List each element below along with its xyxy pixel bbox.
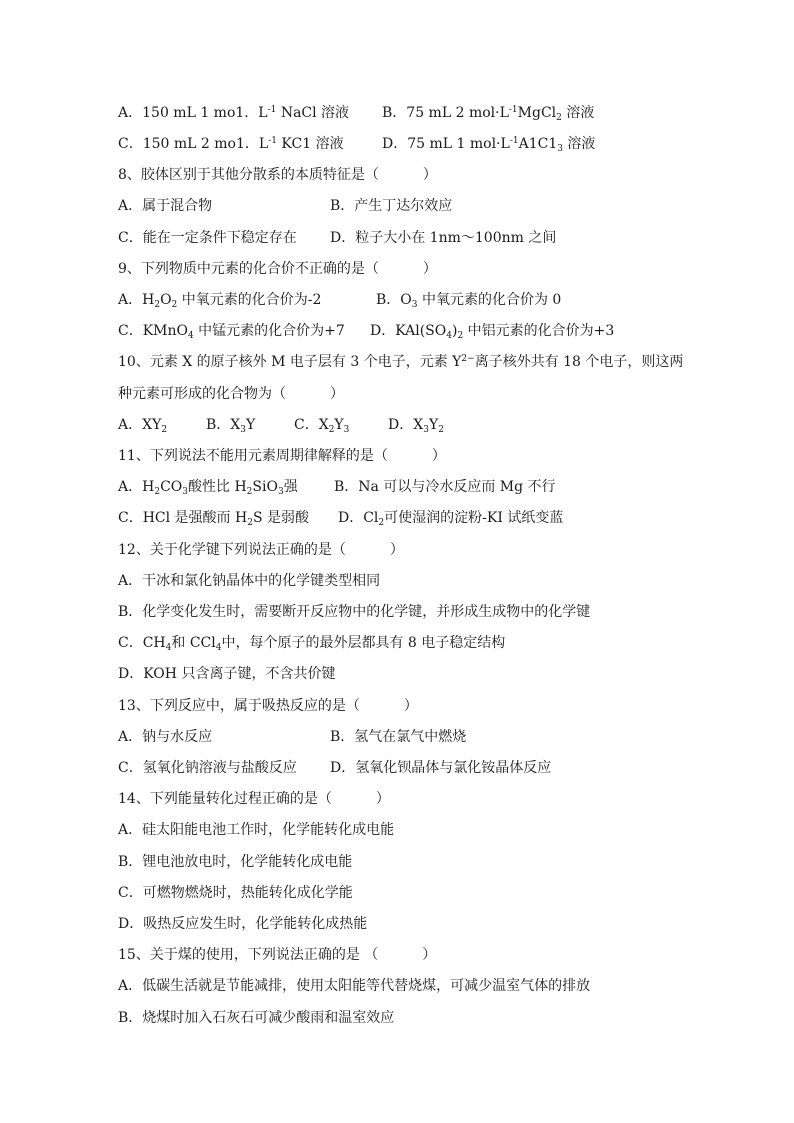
q15-stem: 15、关于煤的使用，下列说法正确的是 （ ） xyxy=(118,947,437,963)
q11-option-a: A．$H_2CO_3$酸性比 $H_2SiO_3$强 xyxy=(118,479,298,497)
q13-option-b: B．氢气在氯气中燃烧 xyxy=(330,729,467,745)
q9-stem: 9、下列物质中元素的化合价不正确的是（ ） xyxy=(118,261,437,277)
q14-option-d: D．吸热反应发生时，化学能转化成热能 xyxy=(118,916,368,932)
q10-option-c: C．$X_2Y_3$ xyxy=(294,417,350,435)
q11-option-d: D．$Cl_2$可使湿润的淀粉-KI 试纸变蓝 xyxy=(338,510,564,528)
q10-option-b: B．$X_3Y$ xyxy=(206,417,256,435)
q8-option-d: D．粒子大小在 1nm～100nm 之间 xyxy=(330,230,557,246)
q10-stem-line-2: 种元素可形成的化合物为（ ） xyxy=(118,386,344,402)
q12-option-a: A．干冰和氯化钠晶体中的化学键类型相同 xyxy=(118,573,381,589)
q12-option-d: D．KOH 只含离子键，不含共价键 xyxy=(118,666,336,682)
q14-option-a: A．硅太阳能电池工作时，化学能转化成电能 xyxy=(118,822,395,838)
q8-stem: 8、胶体区别于其他分散系的本质特征是（ ） xyxy=(118,167,437,183)
q14-stem: 14、下列能量转化过程正确的是（ ） xyxy=(118,791,390,807)
q7-option-b: B．75 mL 2 $mol\cdot L^{-1}MgCl_2$ 溶液 xyxy=(382,105,595,123)
q12-option-b: B．化学变化发生时，需要断开反应物中的化学键，并形成生成物中的化学键 xyxy=(118,604,591,620)
q12-stem: 12、关于化学键下列说法正确的是（ ） xyxy=(118,542,404,558)
q9-option-a: A．$H_2O_2$ 中氧元素的化合价为-2 xyxy=(118,292,322,310)
q9-option-b: B．$O_3$ 中氧元素的化合价为 0 xyxy=(376,292,562,310)
q10-option-d: D．$X_3Y_2$ xyxy=(388,417,444,435)
q13-option-a: A．钠与水反应 xyxy=(118,729,213,745)
q7-option-c: C．150 mL 2 mo1．$L^{-1}$ KC1 溶液 xyxy=(118,136,344,152)
q11-option-c: C．HCl 是强酸而 $H_2S$ 是弱酸 xyxy=(118,510,310,528)
q10-stem: 10、元素 X 的原子核外 M 电子层有 3 个电子，元素 $Y^{2-}$离子核外共有 18 个电子，则这两 xyxy=(118,354,684,370)
q9-option-c: C．KMnO$_4$ 中锰元素的化合价为+7 xyxy=(118,323,345,341)
q13-option-c: C．氢氧化钠溶液与盐酸反应 xyxy=(118,760,297,776)
q14-option-b: B．锂电池放电时，化学能转化成电能 xyxy=(118,854,353,870)
q15-option-a: A．低碳生活就是节能减排，使用太阳能等代替烧煤，可减少温室气体的排放 xyxy=(118,978,591,994)
q9-option-d: D．$KAl(SO_4)_2$ 中铝元素的化合价为+3 xyxy=(370,323,615,341)
q7-option-d: D．75 mL 1 $mol\cdot L^{-1}A1C1_3$ 溶液 xyxy=(382,136,596,154)
q12-option-c: C．$CH_4$和 CCl$_4$中，每个原子的最外层都具有 8 电子稳定结构 xyxy=(118,635,506,653)
q8-option-c: C．能在一定条件下稳定存在 xyxy=(118,230,297,246)
q15-option-b: B．烧煤时加入石灰石可减少酸雨和温室效应 xyxy=(118,1010,395,1026)
q10-option-a: A．$XY_2$ xyxy=(118,417,168,435)
q8-option-a: A．属于混合物 xyxy=(118,198,213,214)
q7-option-a: A．150 mL 1 mo1．$L^{-1}$ NaCl 溶液 xyxy=(118,105,350,121)
q13-option-d: D．氢氧化钡晶体与氯化铵晶体反应 xyxy=(330,760,552,776)
q13-stem: 13、下列反应中，属于吸热反应的是（ ） xyxy=(118,698,418,714)
q8-option-b: B．产生丁达尔效应 xyxy=(330,198,453,214)
q11-option-b: B．Na 可以与冷水反应而 Mg 不行 xyxy=(334,479,556,495)
q14-option-c: C．可燃物燃烧时，热能转化成化学能 xyxy=(118,885,353,901)
q11-stem: 11、下列说法不能用元素周期律解释的是（ ） xyxy=(118,448,446,464)
